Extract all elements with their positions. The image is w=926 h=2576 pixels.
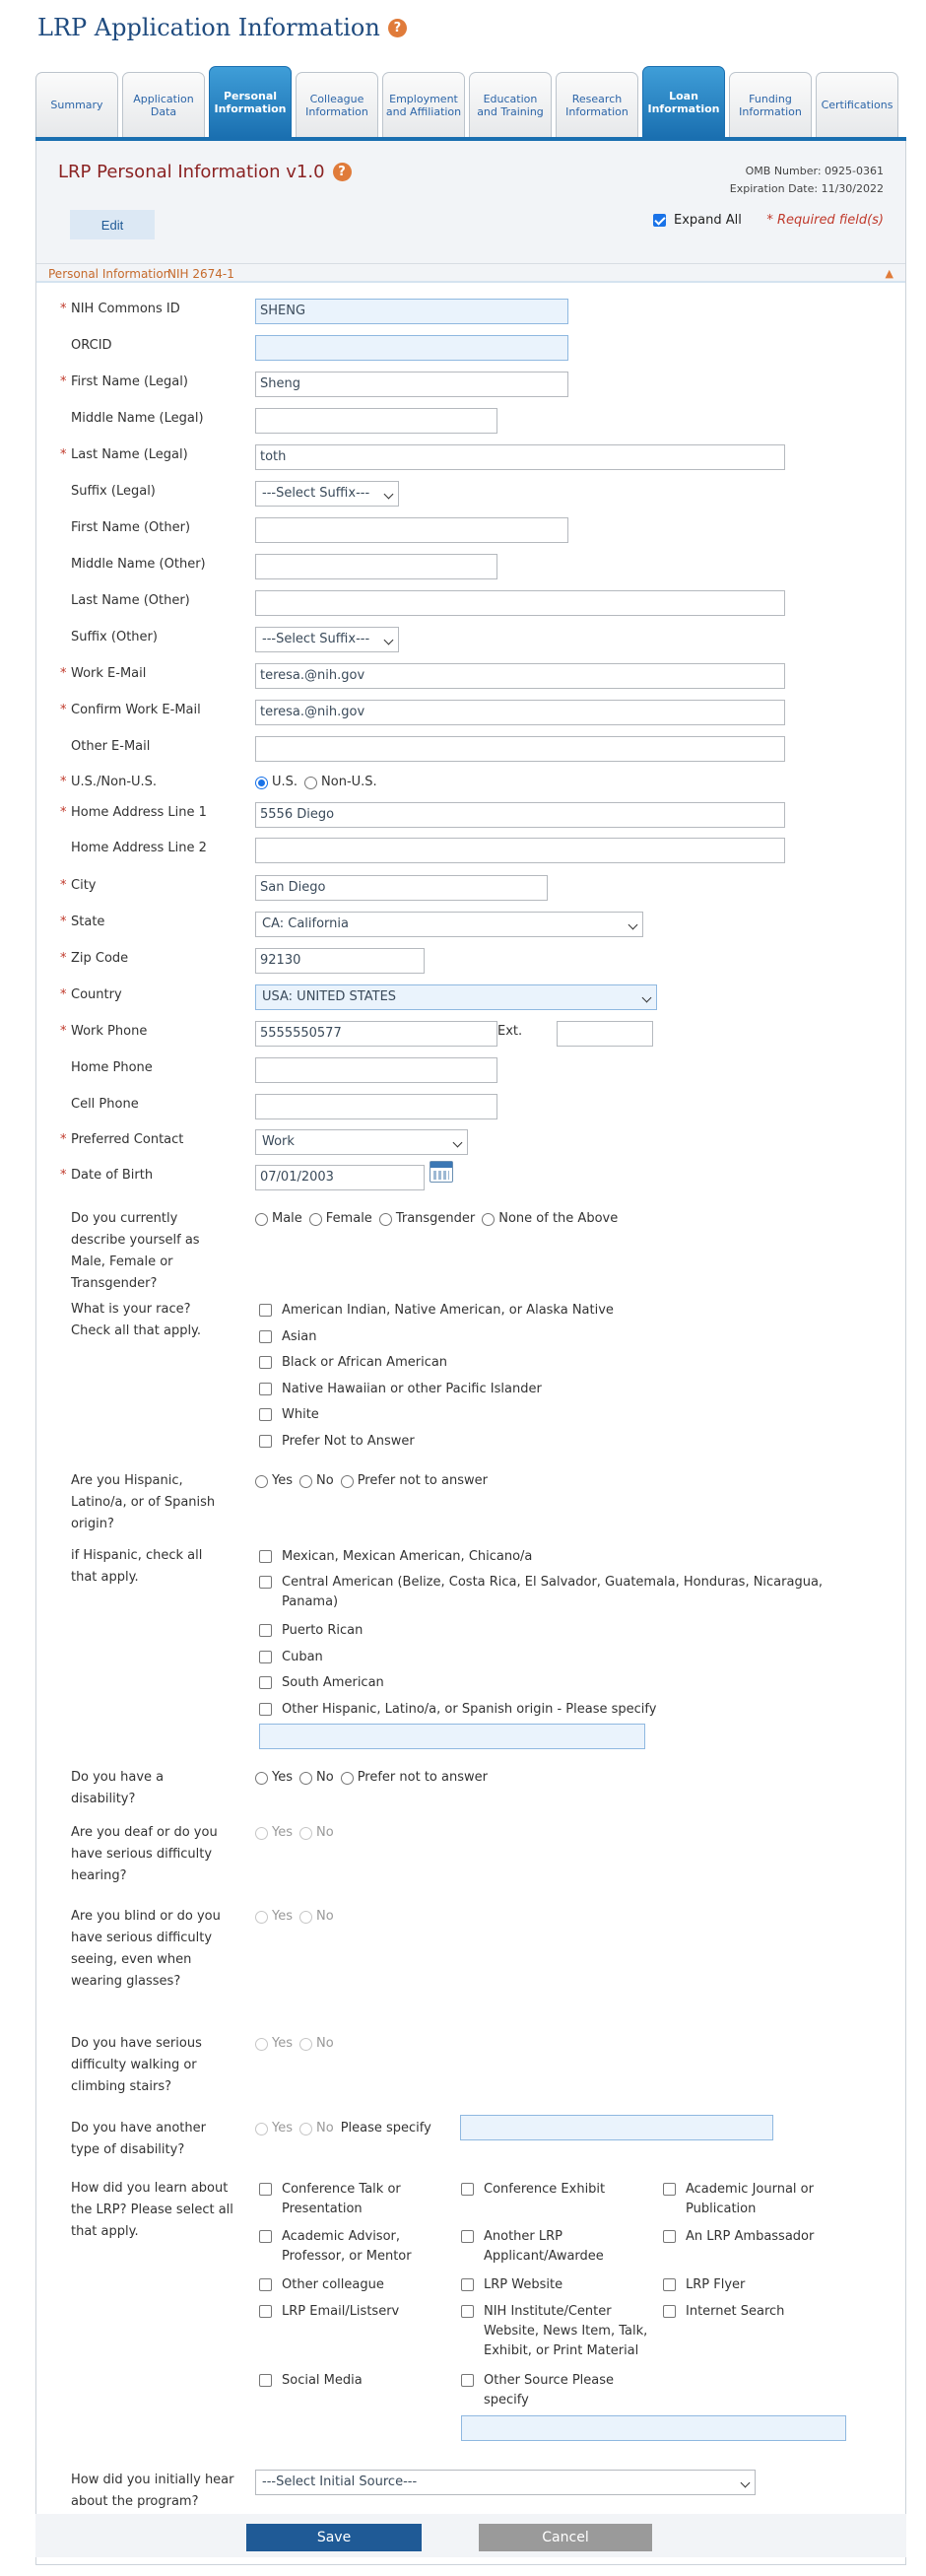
race-checkbox-asian[interactable] [259, 1327, 316, 1347]
tab-employment-affiliation[interactable]: Employment and Affiliation [382, 72, 465, 138]
label-text: NIH Commons ID [71, 302, 180, 316]
checkbox-icon [259, 1624, 272, 1637]
label-gender: Do you currently describe yourself as Male, Female or Transgender? [71, 1211, 200, 1291]
checkbox-label: Other colleague [282, 2277, 384, 2292]
checkbox-label: Other Source Please specify [484, 2373, 615, 2407]
radio-other-disability-yes[interactable] [255, 2120, 293, 2137]
label-text: First Name (Other) [71, 520, 191, 535]
required-mark: * [60, 987, 67, 1002]
race-checkbox-american-indian[interactable] [259, 1301, 614, 1321]
checkbox-icon [461, 2305, 474, 2318]
label-text: Other E-Mail [71, 739, 151, 754]
checkbox-icon [259, 2230, 272, 2243]
learn-checkbox-nih-institute[interactable] [461, 2302, 658, 2361]
label-ext [497, 1021, 537, 1043]
label-preferred-contact [60, 1129, 248, 1151]
checkbox-icon [461, 2374, 474, 2387]
label-other-disability: Do you have another type of disability? [71, 2121, 206, 2157]
chevron-down-icon [384, 636, 394, 645]
radio-icon [379, 1213, 392, 1226]
radio-hispanic-no[interactable] [299, 1472, 334, 1490]
checkbox-icon [259, 1651, 272, 1663]
label-walking: Do you have serious difficulty walking or climbing stairs? [71, 2036, 202, 2094]
select-value: ---Select Suffix--- [262, 632, 370, 646]
checkbox-icon [663, 2183, 676, 2196]
checkbox-icon [259, 1330, 272, 1343]
checkbox-label: Academic Journal or Publication [686, 2182, 814, 2216]
last-name-other-input[interactable] [255, 590, 785, 616]
radio-icon [255, 2123, 268, 2135]
city-input[interactable]: San Diego [255, 875, 548, 901]
race-checkbox-pacific-islander[interactable] [259, 1380, 542, 1399]
label-text: Last Name (Other) [71, 593, 190, 608]
race-checkbox-white[interactable] [259, 1405, 319, 1425]
chevron-down-icon [628, 920, 638, 930]
radio-disability-prefer-not[interactable] [341, 1769, 488, 1787]
checkbox-label: Other Hispanic, Latino/a, or Spanish origin - Please specify [282, 1702, 657, 1717]
checkbox-icon [259, 1703, 272, 1716]
radio-label: Yes [272, 1770, 293, 1785]
required-note: * Required field(s) [766, 213, 884, 228]
section-form-number: NIH 2674-1 [167, 267, 234, 281]
learn-checkbox-internet-search[interactable] [663, 2302, 860, 2322]
radio-icon [255, 1213, 268, 1226]
radio-label: No [316, 1770, 334, 1785]
radio-label: None of the Above [498, 1211, 619, 1226]
please-specify-label: Please specify [340, 2121, 431, 2135]
radio-label: Female [325, 1211, 372, 1226]
radio-label: U.S. [272, 775, 298, 789]
address2-input[interactable] [255, 838, 785, 863]
zip-input[interactable]: 92130 [255, 948, 425, 974]
chevron-down-icon [384, 490, 394, 500]
checkbox-icon [663, 2305, 676, 2318]
radio-walking-no[interactable] [299, 2035, 334, 2053]
other-disability-specify-input[interactable] [460, 2115, 773, 2140]
checkbox-label: Conference Exhibit [484, 2182, 606, 2197]
radio-icon [255, 1475, 268, 1488]
label-middle-other [71, 554, 248, 576]
label-text: Cell Phone [71, 1097, 139, 1112]
label-work-phone [60, 1021, 248, 1043]
walking-radio-group [255, 2035, 341, 2053]
checkbox-label: Another LRP Applicant/Awardee [484, 2229, 604, 2264]
checkbox-icon [259, 1304, 272, 1317]
form-title [58, 162, 352, 182]
required-mark: * [60, 1168, 67, 1183]
label-orcid [71, 335, 248, 357]
other-email-input[interactable] [255, 736, 785, 762]
preferred-contact-select[interactable] [255, 1129, 468, 1155]
radio-blind-no[interactable] [299, 1908, 334, 1926]
radio-hispanic-prefer-not[interactable] [341, 1472, 488, 1490]
checkbox-label: American Indian, Native American, or Alaska Native [282, 1303, 614, 1318]
us-status-radio-group [255, 774, 384, 791]
label-other-email [71, 736, 248, 758]
app-title-text: LRP Application Information [37, 14, 380, 41]
required-mark: * [60, 1132, 67, 1147]
hispanic-checkbox-puerto-rican[interactable] [259, 1621, 363, 1641]
label-text: State [71, 915, 105, 929]
radio-icon [482, 1213, 495, 1226]
label-text: Home Address Line 1 [71, 805, 207, 820]
label-dob [60, 1165, 248, 1186]
label-learn: How did you learn about the LRP? Please select all that apply. [71, 2181, 233, 2239]
label-text: Last Name (Legal) [71, 447, 188, 462]
learn-checkbox-conference-talk[interactable] [259, 2180, 456, 2219]
label-address1 [60, 802, 248, 824]
hispanic-checkbox-south-american[interactable] [259, 1673, 384, 1693]
radio-other-disability-no[interactable] [299, 2120, 334, 2137]
checkbox-label: White [282, 1407, 319, 1422]
checkbox-icon [259, 2183, 272, 2196]
label-hispanic-detail: if Hispanic, check all that apply. [71, 1548, 203, 1585]
radio-label: Yes [272, 1909, 293, 1924]
label-text: U.S./Non-U.S. [71, 775, 158, 789]
omb-number: OMB Number: 0925-0361 [745, 165, 884, 177]
chevron-down-icon [741, 2478, 751, 2488]
checkbox-icon [259, 1435, 272, 1448]
confirm-email-input[interactable]: teresa.@nih.gov [255, 700, 785, 725]
checkbox-icon [259, 1408, 272, 1421]
radio-icon [255, 1911, 268, 1924]
tab-education-training[interactable]: Education and Training [469, 72, 552, 138]
work-phone-input[interactable]: 5555550577 [255, 1021, 497, 1047]
radio-male[interactable] [255, 1210, 302, 1228]
checkbox-label: LRP Website [484, 2277, 563, 2292]
home-phone-input[interactable] [255, 1057, 497, 1083]
checkbox-icon [259, 2278, 272, 2291]
radio-hispanic-yes[interactable] [255, 1472, 293, 1490]
label-commons-id [60, 299, 248, 320]
checkbox-label: South American [282, 1675, 384, 1690]
required-mark: * [60, 1024, 67, 1039]
radio-icon [255, 1827, 268, 1840]
hispanic-checkbox-cuban[interactable] [259, 1648, 323, 1667]
radio-selected-icon [255, 777, 268, 789]
label-first-name [60, 372, 248, 393]
label-cell-phone [71, 1094, 248, 1116]
expand-all-checkbox[interactable] [653, 213, 742, 228]
form-title-text: LRP Personal Information v1.0 [58, 162, 325, 182]
label-suffix [71, 481, 248, 503]
first-name-input[interactable]: Sheng [255, 372, 568, 397]
radio-icon [299, 1772, 312, 1785]
label-zip [60, 948, 248, 970]
learn-checkbox-academic-advisor[interactable] [259, 2227, 456, 2267]
label-text: Country [71, 987, 122, 1002]
required-mark: * [60, 666, 67, 681]
address1-input[interactable]: 5556 Diego [255, 802, 785, 828]
checkbox-label: LRP Flyer [686, 2277, 746, 2292]
select-value: CA: California [262, 916, 349, 931]
radio-non-us[interactable] [304, 774, 377, 791]
required-mark: * [60, 951, 67, 966]
checkbox-label: Native Hawaiian or other Pacific Islander [282, 1382, 542, 1396]
edit-button[interactable]: Edit [70, 210, 155, 239]
label-disability: Do you have a disability? [71, 1770, 165, 1806]
label-hispanic: Are you Hispanic, Latino/a, or of Spanish origin? [71, 1473, 216, 1531]
tab-research-information[interactable]: Research Information [556, 72, 638, 138]
radio-female[interactable] [309, 1210, 372, 1228]
checkbox-icon [461, 2183, 474, 2196]
radio-label: Yes [272, 1825, 293, 1840]
checkbox-icon [259, 2305, 272, 2318]
checkbox-label: Asian [282, 1329, 317, 1344]
learn-checkbox-email-listserv[interactable] [259, 2302, 456, 2322]
label-text: Middle Name (Other) [71, 557, 206, 572]
radio-icon [299, 1827, 312, 1840]
radio-label: Yes [272, 2036, 293, 2051]
label-text: Home Phone [71, 1060, 153, 1075]
label-last-other [71, 590, 248, 612]
radio-icon [341, 1772, 354, 1785]
checkbox-icon [259, 1550, 272, 1563]
label-text: Confirm Work E-Mail [71, 703, 201, 717]
label-us-status [60, 772, 248, 793]
expiration-date: Expiration Date: 11/30/2022 [729, 182, 884, 195]
chevron-down-icon [642, 993, 652, 1003]
label-text: Ext. [497, 1024, 523, 1039]
tab-personal-information[interactable]: Personal Information [209, 66, 292, 138]
radio-none-of-above[interactable] [482, 1210, 618, 1228]
commons-id-input[interactable]: SHENG [255, 299, 568, 324]
select-value: USA: UNITED STATES [262, 989, 397, 1004]
label-deaf: Are you deaf or do you have serious difficulty hearing? [71, 1825, 218, 1883]
label-text: Work E-Mail [71, 666, 147, 681]
select-value: Work [262, 1134, 295, 1149]
checkbox-icon [461, 2230, 474, 2243]
learn-checkbox-social-media[interactable] [259, 2371, 456, 2391]
radio-label: No [316, 2121, 334, 2135]
select-value: ---Select Initial Source--- [262, 2474, 418, 2489]
hispanic-checkbox-other[interactable] [259, 1700, 656, 1720]
learn-checkbox-ambassador[interactable] [663, 2227, 860, 2247]
radio-label: Yes [272, 1473, 293, 1488]
radio-icon [255, 2038, 268, 2051]
help-icon[interactable]: ? [388, 19, 407, 37]
label-text: Preferred Contact [71, 1132, 184, 1147]
orcid-input[interactable] [255, 335, 568, 361]
radio-disability-yes[interactable] [255, 1769, 293, 1787]
label-blind: Are you blind or do you have serious difficulty seeing, even when wearing glasses? [71, 1909, 221, 1989]
tab-application-data[interactable]: Application Data [122, 72, 205, 138]
form-help-icon[interactable]: ? [333, 163, 352, 181]
other-source-specify-input[interactable] [461, 2415, 846, 2441]
radio-label: No [316, 1473, 334, 1488]
radio-transgender[interactable] [379, 1210, 475, 1228]
checkbox-checked-icon [653, 214, 666, 227]
tab-funding-information[interactable]: Funding Information [729, 72, 812, 138]
label-home-phone [71, 1057, 248, 1079]
hispanic-radio-group [255, 1472, 495, 1490]
learn-checkbox-flyer[interactable] [663, 2275, 860, 2295]
learn-checkbox-conference-exhibit[interactable] [461, 2180, 658, 2200]
form-footer [35, 2514, 906, 2557]
radio-label: Prefer not to answer [357, 1770, 488, 1785]
checkbox-label: An LRP Ambassador [686, 2229, 815, 2244]
learn-checkbox-other-colleague[interactable] [259, 2275, 456, 2295]
checkbox-icon [663, 2278, 676, 2291]
label-text: Work Phone [71, 1024, 148, 1039]
radio-icon [309, 1213, 322, 1226]
blind-radio-group [255, 1908, 341, 1926]
label-text: City [71, 878, 97, 893]
checkbox-label: Social Media [282, 2373, 363, 2388]
label-address2 [71, 838, 248, 859]
radio-us[interactable] [255, 774, 298, 791]
label-text: Home Address Line 2 [71, 841, 207, 855]
radio-icon [255, 1772, 268, 1785]
checkbox-label: NIH Institute/Center Website, News Item, Talk, Exhibit, or Print Material [484, 2304, 648, 2358]
radio-label: Male [272, 1211, 302, 1226]
checkbox-label: LRP Email/Listserv [282, 2304, 400, 2319]
checkbox-icon [259, 1383, 272, 1395]
hispanic-checkbox-central-american[interactable] [259, 1573, 850, 1612]
required-mark: * [60, 775, 67, 789]
first-name-other-input[interactable] [255, 517, 568, 543]
suffix-select[interactable] [255, 481, 399, 507]
race-checkbox-prefer-not[interactable] [259, 1432, 415, 1452]
checkbox-label: Academic Advisor, Professor, or Mentor [282, 2229, 412, 2264]
radio-label: No [316, 2036, 334, 2051]
last-name-input[interactable]: toth [255, 444, 785, 470]
work-email-input[interactable]: teresa.@nih.gov [255, 663, 785, 689]
checkbox-label: Internet Search [686, 2304, 785, 2319]
checkbox-icon [259, 2374, 272, 2387]
race-checkbox-black[interactable] [259, 1353, 447, 1373]
collapse-icon[interactable]: ▲ [885, 267, 893, 280]
deaf-radio-group [255, 1824, 341, 1842]
required-mark: * [60, 374, 67, 389]
tab-certifications[interactable]: Certifications [816, 72, 898, 138]
save-button[interactable]: Save [246, 2524, 422, 2551]
radio-walking-yes[interactable] [255, 2035, 293, 2053]
form-header [36, 141, 905, 263]
required-mark: * [60, 302, 67, 316]
radio-label: No [316, 1825, 334, 1840]
expand-all-label: Expand All [674, 213, 742, 228]
country-select[interactable] [255, 984, 657, 1010]
label-city [60, 875, 248, 897]
label-state [60, 912, 248, 933]
ext-input[interactable] [557, 1021, 653, 1047]
omb-info [730, 163, 884, 198]
label-work-email [60, 663, 248, 685]
checkbox-label: Conference Talk or Presentation [282, 2182, 401, 2216]
required-mark: * [60, 447, 67, 462]
required-mark: * [60, 878, 67, 893]
hispanic-other-specify-input[interactable] [259, 1724, 645, 1749]
label-race: What is your race? Check all that apply. [71, 1302, 202, 1338]
radio-blind-yes[interactable] [255, 1908, 293, 1926]
app-title [37, 14, 407, 41]
radio-icon [299, 2123, 312, 2135]
checkbox-label: Mexican, Mexican American, Chicano/a [282, 1549, 533, 1564]
middle-name-other-input[interactable] [255, 554, 497, 579]
radio-icon [299, 1911, 312, 1924]
tab-loan-information[interactable]: Loan Information [642, 66, 725, 138]
hispanic-checkbox-mexican[interactable] [259, 1547, 532, 1567]
checkbox-label: Black or African American [282, 1355, 448, 1370]
state-select[interactable] [255, 912, 643, 937]
label-country [60, 984, 248, 1006]
radio-label: No [316, 1909, 334, 1924]
label-text: Date of Birth [71, 1168, 154, 1183]
middle-name-input[interactable] [255, 408, 497, 434]
tab-bar [35, 66, 906, 138]
required-mark: * [60, 805, 67, 820]
radio-label: Transgender [395, 1211, 476, 1226]
label-text: ORCID [71, 338, 112, 353]
initial-source-select[interactable] [255, 2470, 756, 2495]
checkbox-label: Central American (Belize, Costa Rica, El Salvador, Guatemala, Honduras, Nicaragua, Panama) [282, 1575, 824, 1609]
section-header[interactable] [36, 263, 905, 283]
learn-checkbox-another-applicant[interactable] [461, 2227, 658, 2267]
cancel-button[interactable]: Cancel [479, 2524, 652, 2551]
required-mark: * [60, 703, 67, 717]
label-text: Suffix (Legal) [71, 484, 156, 499]
radio-icon [299, 2038, 312, 2051]
radio-deaf-yes[interactable] [255, 1824, 293, 1842]
radio-icon [341, 1475, 354, 1488]
label-middle-name [71, 408, 248, 430]
calendar-icon[interactable] [430, 1161, 453, 1183]
checkbox-icon [663, 2230, 676, 2243]
disability-radio-group [255, 1769, 495, 1787]
radio-label: Non-U.S. [321, 775, 377, 789]
radio-deaf-no[interactable] [299, 1824, 334, 1842]
select-value: ---Select Suffix--- [262, 486, 370, 501]
other-disability-radio-group [255, 2120, 431, 2137]
label-text: Zip Code [71, 951, 129, 966]
section-title: Personal Information [48, 267, 171, 281]
checkbox-icon [259, 1576, 272, 1589]
checkbox-icon [259, 1356, 272, 1369]
tab-colleague-information[interactable]: Colleague Information [296, 72, 378, 138]
label-confirm-email [60, 700, 248, 721]
checkbox-label: Cuban [282, 1650, 323, 1664]
label-text: Suffix (Other) [71, 630, 158, 644]
label-first-other [71, 517, 248, 539]
radio-label: Yes [272, 2121, 293, 2135]
dob-input[interactable]: 07/01/2003 [255, 1165, 425, 1190]
label-text: Middle Name (Legal) [71, 411, 204, 426]
cell-phone-input[interactable] [255, 1094, 497, 1119]
learn-checkbox-website[interactable] [461, 2275, 658, 2295]
tab-summary[interactable]: Summary [35, 72, 118, 138]
checkbox-label: Puerto Rican [282, 1623, 364, 1638]
chevron-down-icon [453, 1138, 463, 1148]
label-text: First Name (Legal) [71, 374, 188, 389]
radio-label: Prefer not to answer [357, 1473, 488, 1488]
suffix-other-select[interactable] [255, 627, 399, 652]
radio-icon [299, 1475, 312, 1488]
radio-icon [304, 777, 317, 789]
checkbox-label: Prefer Not to Answer [282, 1434, 415, 1449]
label-last-name [60, 444, 248, 466]
required-mark: * [60, 915, 67, 929]
checkbox-icon [259, 1676, 272, 1689]
learn-checkbox-other-source[interactable] [461, 2371, 658, 2410]
label-initial-source: How did you initially hear about the program? [71, 2473, 234, 2509]
gender-radio-group [255, 1210, 625, 1228]
learn-checkbox-academic-journal[interactable] [663, 2180, 860, 2219]
radio-disability-no[interactable] [299, 1769, 334, 1787]
label-suffix-other [71, 627, 248, 648]
checkbox-icon [461, 2278, 474, 2291]
